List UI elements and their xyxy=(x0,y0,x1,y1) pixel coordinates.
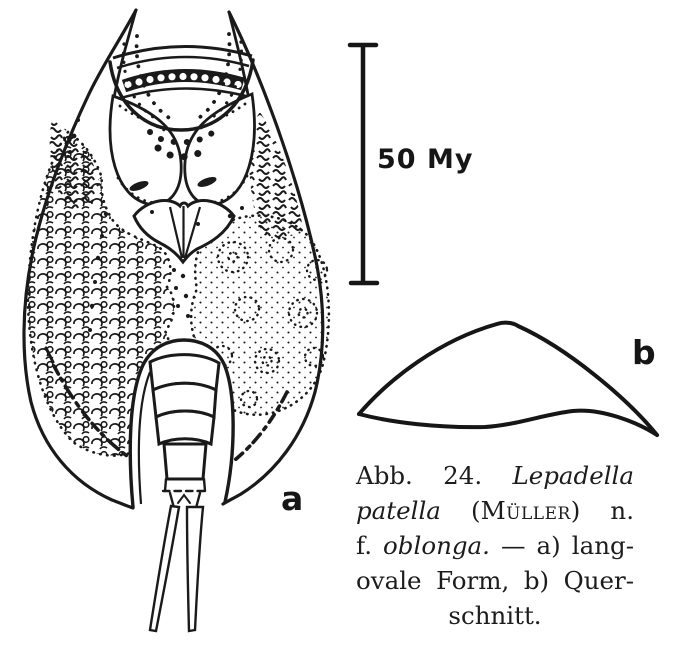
scale-bar-label: 50 My xyxy=(377,144,474,175)
caption-line-2 xyxy=(356,493,634,528)
caption-line-5 xyxy=(356,598,634,633)
foot xyxy=(130,340,233,631)
caption-line-4 xyxy=(356,563,634,598)
caption-text: schnitt. xyxy=(448,601,542,630)
figure-b-label: b xyxy=(632,333,656,372)
toes xyxy=(150,506,203,631)
cross-section-outline xyxy=(345,302,665,442)
figure-caption xyxy=(356,458,634,633)
caption-text: ( xyxy=(471,496,481,525)
caption-line-3 xyxy=(356,528,634,563)
caption-text: — a) lang- xyxy=(501,531,634,560)
caption-text: ) n. xyxy=(570,496,634,525)
caption-text: Abb. 24. xyxy=(356,461,483,490)
caption-form-name: oblonga. xyxy=(383,531,490,560)
figure-a-label: a xyxy=(281,479,304,518)
caption-species-name: patella xyxy=(356,496,441,525)
caption-line-1 xyxy=(356,458,634,493)
caption-text: f. xyxy=(356,531,372,560)
caption-text: ovale Form, b) Quer- xyxy=(356,566,634,595)
caption-species-name: Lepadella xyxy=(512,461,634,490)
caption-author-name: Müller xyxy=(480,496,571,525)
